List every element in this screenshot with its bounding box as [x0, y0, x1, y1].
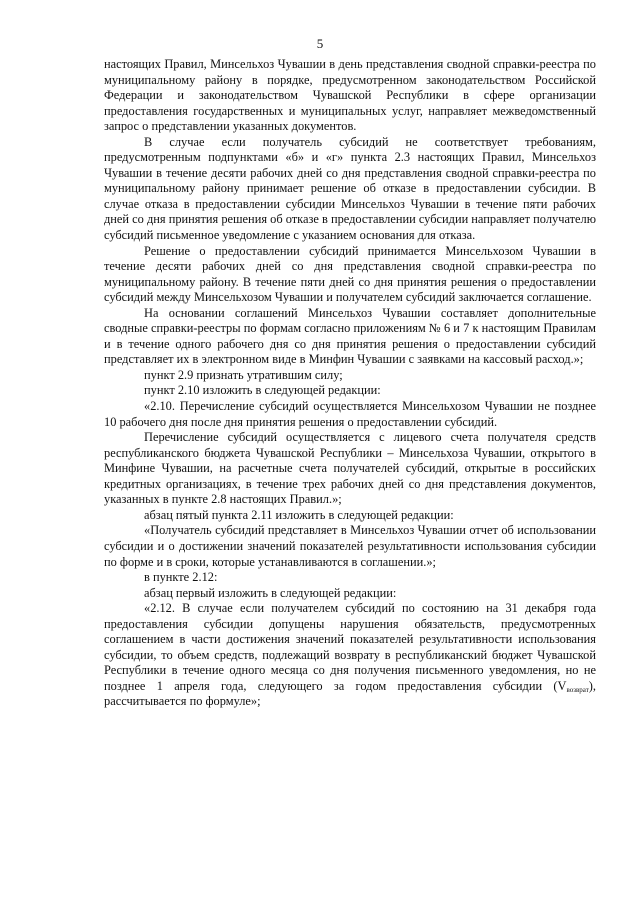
paragraph-grant-decision: Решение о предоставлении субсидий принимается Минсельхозом Чувашии в течение десяти рабочих дней со дня представления сводной справки-реестра по муниципальному району. В течение пяти дней со дня принятия решения о предоставлении субсидий между Минсельхозом Чувашии и получателем субсидий заключается соглашение. [104, 243, 596, 305]
paragraph-clause-2-12 [104, 601, 596, 710]
paragraph-clause-2-9: пункт 2.9 признать утратившим силу; [144, 367, 343, 382]
paragraph-report: «Получатель субсидий представляет в Минсельхоз Чувашии отчет об использовании субсидии и о достижении значений показателей результативности использования субсидии по форме и в сроки, которые устанавливаются в соглашении.»; [104, 523, 596, 569]
paragraph-refusal-conditions: В случае если получатель субсидий не соответствует требованиям, предусмотренным подпунктами «б» и «г» пункта 2.3 настоящих Правил, Минсельхоз Чувашии в течение десяти рабочих дней со дня представления сводной справки-реестра по муниципальному району принимает решение об отказе в предоставлении субсидии. В случае отказа в предоставлении субсидии Минсельхоз Чувашии в течение пяти рабочих дней со дня принятия решения об отказе в предоставлении субсидии направляет получателю субсидий письменное уведомление с указанием основания для отказа. [104, 134, 596, 243]
paragraph-registers: На основании соглашений Минсельхоз Чувашии составляет дополнительные сводные справки-реестры по формам согласно приложениям № 6 и 7 к настоящим Правилам и в течение одного рабочего дня со дня принятия решения о предоставлении субсидий представляет их в электронном виде в Минфин Чувашии с заявками на кассовый расход.»; [104, 305, 596, 367]
paragraph-continuation: настоящих Правил, Минсельхоз Чувашии в день представления сводной справки-реестра по муниципальному району в порядке, предусмотренном законодательством Российской Федерации и законодательством Чувашской Республики в сфере организации предоставления государственных и муниципальных услуг, направляет межведомственный запрос о представлении указанных документов. [104, 57, 596, 134]
paragraph-clause-2-11-intro: абзац пятый пункта 2.11 изложить в следующей редакции: [144, 507, 454, 522]
clause-2-12-tail: ), рассчитывается по формуле»; [104, 678, 596, 709]
paragraph-clause-2-10-intro: пункт 2.10 изложить в следующей редакции: [144, 383, 381, 398]
paragraph-clause-2-12-intro: в пункте 2.12: [144, 570, 218, 585]
paragraph-clause-2-10: «2.10. Перечисление субсидий осуществляется Минсельхозом Чувашии не позднее 10 рабочего дня после дня принятия решения о предоставлении субсидий. [104, 399, 596, 429]
page-number: 5 [316, 36, 324, 51]
paragraph-first-abzac: абзац первый изложить в следующей редакции: [144, 585, 397, 600]
document-body [104, 57, 596, 710]
clause-2-12-text: «2.12. В случае если получателем субсидий по состоянию на 31 декабря года предоставления субсидии допущены нарушения обязательств, предусмотренных соглашением в части достижения значений показателей результативности использования субсидии, то объем средств, подлежащий возврату в республиканский бюджет Чувашской Республики в течение одного месяца со дня получения письменного уведомления, но не позднее 1 апреля года, следующего за годом предоставления субсидии (V [104, 601, 596, 693]
paragraph-transfer: Перечисление субсидий осуществляется с лицевого счета получателя средств республиканского бюджета Чувашской Республики – Минсельхоза Чувашии, открытого в Минфине Чувашии, на расчетные счета получателей субсидий, открытые в российских кредитных организациях, в течение трех рабочих дней со дня представления документов, указанных в пункте 2.8 настоящих Правил.»; [104, 430, 596, 507]
v-refund-subscript: возврат [566, 685, 589, 694]
